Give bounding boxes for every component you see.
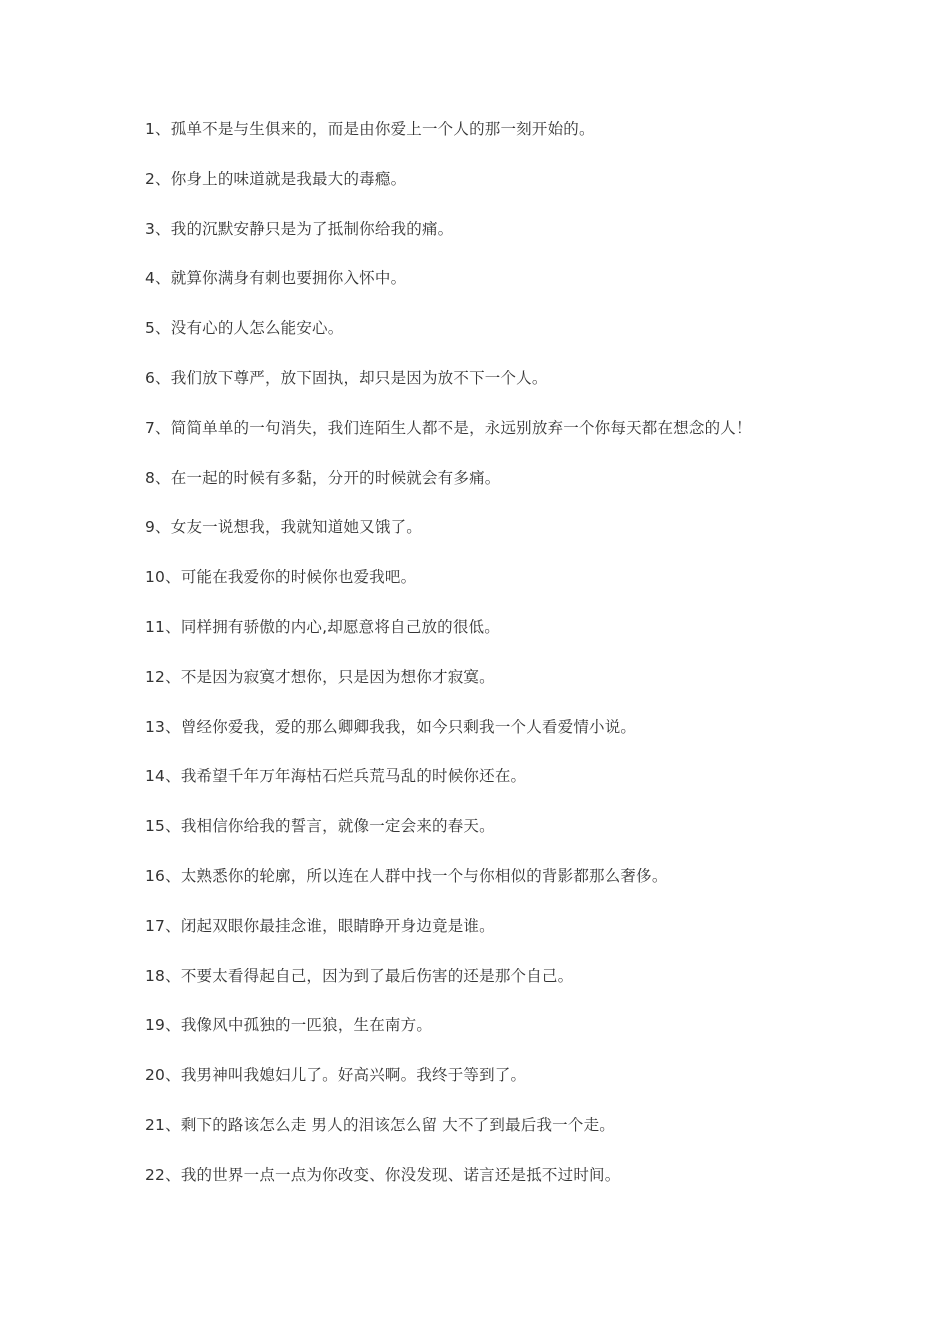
quote-line-7: 7、简简单单的一句消失，我们连陌生人都不是，永远别放弃一个你每天都在想念的人！	[145, 418, 752, 437]
quote-line-8: 8、在一起的时候有多黏，分开的时候就会有多痛。	[145, 468, 501, 487]
quote-line-2: 2、你身上的味道就是我最大的毒瘾。	[145, 169, 407, 188]
quote-line-20: 20、我男神叫我媳妇儿了。好高兴啊。我终于等到了。	[145, 1066, 527, 1085]
quote-line-19: 19、我像风中孤独的一匹狼，生在南方。	[145, 1016, 433, 1035]
quote-line-5: 5、没有心的人怎么能安心。	[145, 319, 344, 338]
quote-line-16: 16、太熟悉你的轮廓，所以连在人群中找一个与你相似的背影都那么奢侈。	[145, 866, 668, 885]
quote-line-12: 12、不是因为寂寞才想你，只是因为想你才寂寞。	[145, 667, 495, 686]
quote-line-15: 15、我相信你给我的誓言，就像一定会来的春天。	[145, 817, 495, 836]
quote-line-3: 3、我的沉默安静只是为了抵制你给我的痛。	[145, 219, 454, 238]
quote-line-10: 10、可能在我爱你的时候你也爱我吧。	[145, 568, 417, 587]
quote-line-9: 9、女友一说想我，我就知道她又饿了。	[145, 518, 422, 537]
quote-line-6: 6、我们放下尊严，放下固执，却只是因为放不下一个人。	[145, 368, 548, 387]
quote-list	[145, 116, 905, 1212]
quote-line-21: 21、剩下的路该怎么走 男人的泪该怎么留 大不了到最后我一个走。	[145, 1115, 615, 1134]
quote-line-4: 4、就算你满身有刺也要拥你入怀中。	[145, 269, 407, 288]
quote-line-18: 18、不要太看得起自己，因为到了最后伤害的还是那个自己。	[145, 966, 574, 985]
quote-line-22: 22、我的世界一点一点为你改变、你没发现、诺言还是抵不过时间。	[145, 1165, 621, 1184]
quote-line-14: 14、我希望千年万年海枯石烂兵荒马乱的时候你还在。	[145, 767, 527, 786]
quote-line-17: 17、闭起双眼你最挂念谁，眼睛睁开身边竟是谁。	[145, 916, 495, 935]
quote-line-11: 11、同样拥有骄傲的内心,却愿意将自己放的很低。	[145, 617, 500, 636]
quote-line-1: 1、孤单不是与生俱来的，而是由你爱上一个人的那一刻开始的。	[145, 120, 595, 138]
quote-line-13: 13、曾经你爱我，爱的那么卿卿我我，如今只剩我一个人看爱情小说。	[145, 717, 637, 736]
